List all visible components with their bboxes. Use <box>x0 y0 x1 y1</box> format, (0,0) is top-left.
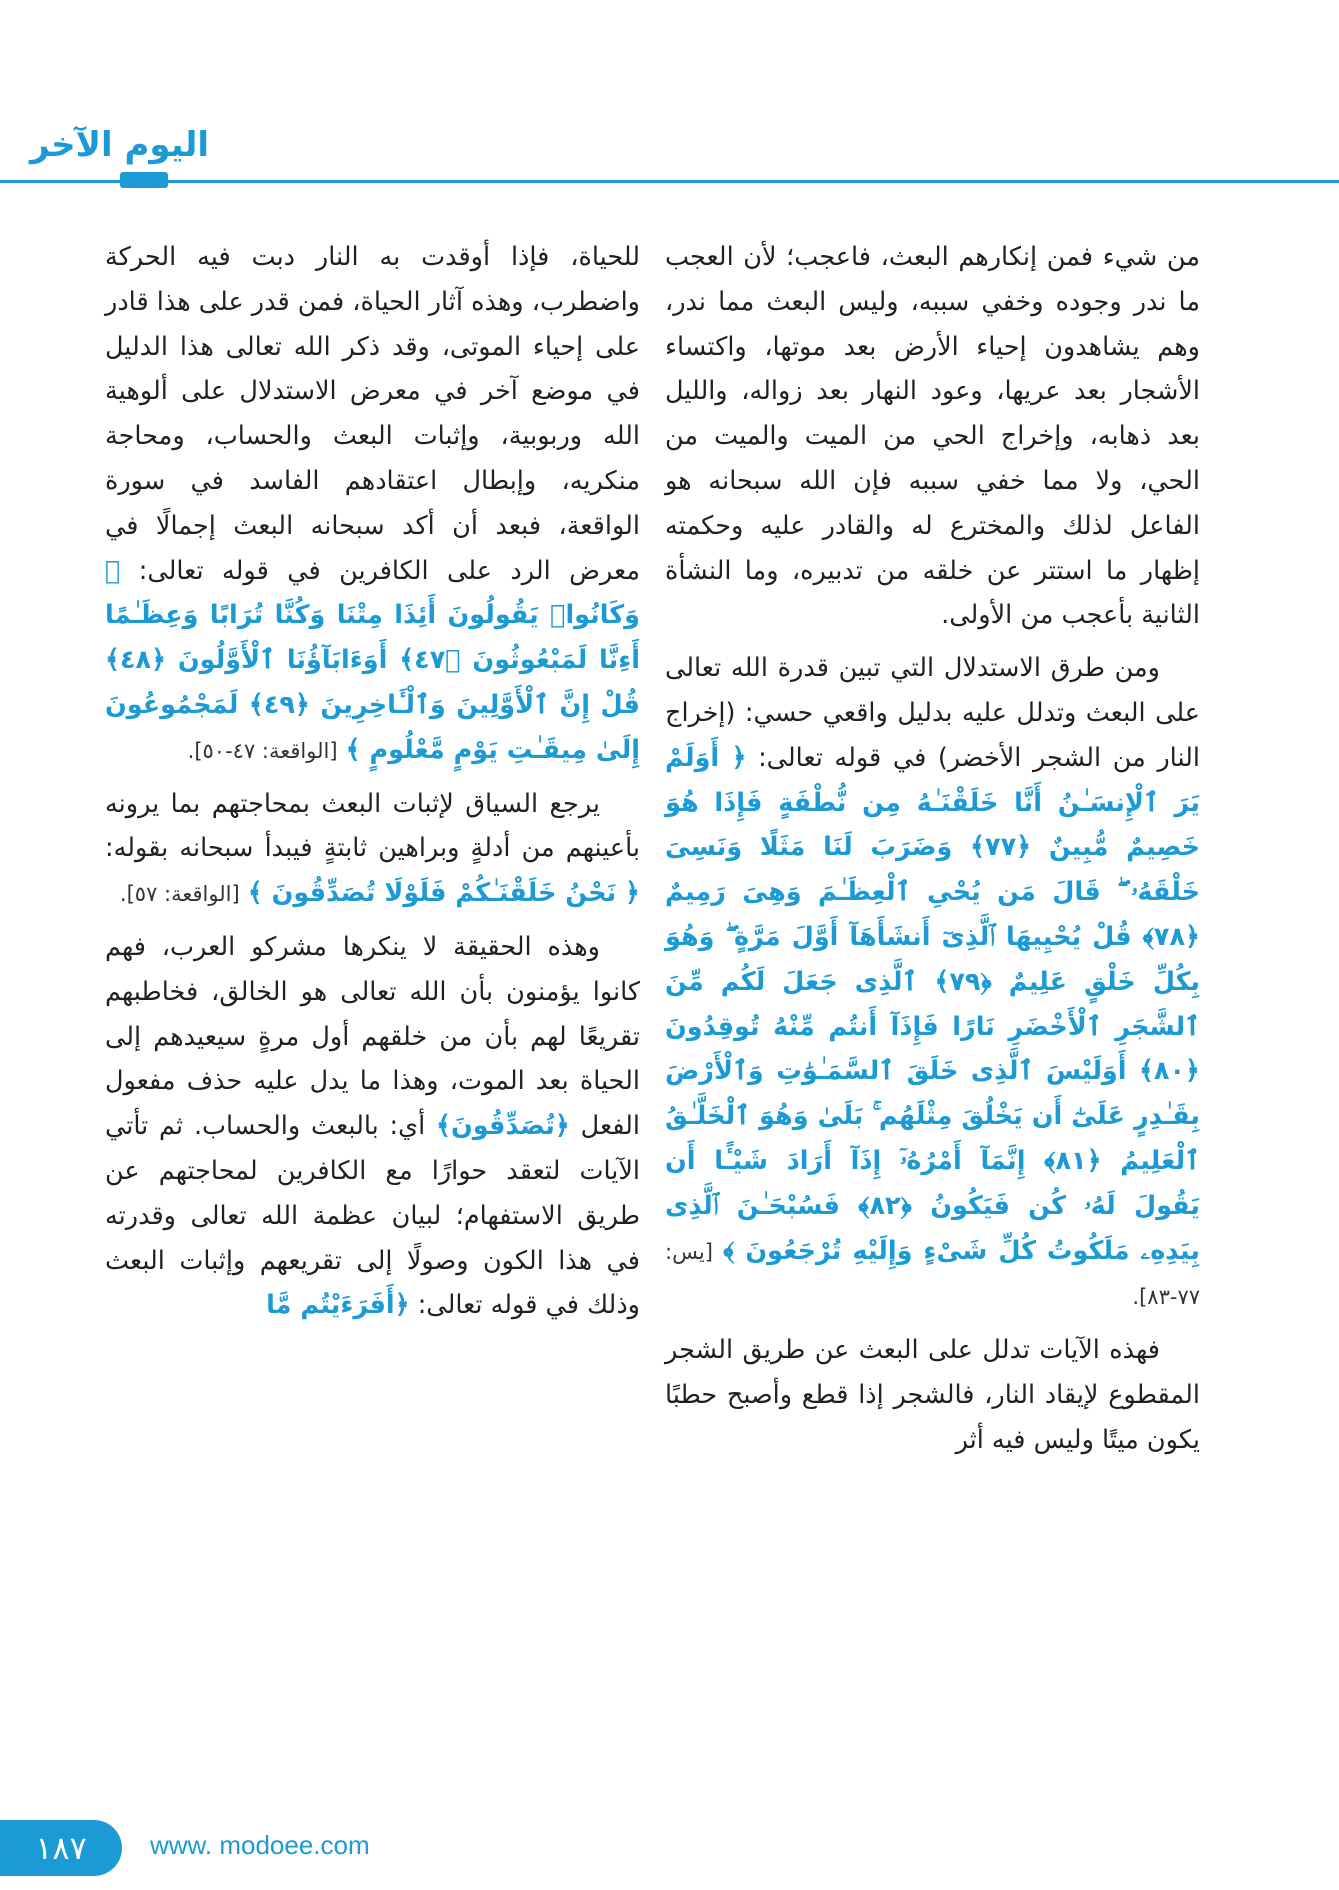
quran-verse-yasin: ﴿ أَوَلَمْ يَرَ ٱلْإِنسَـٰنُ أَنَّا خَلَقْنَـٰهُ مِن نُّطْفَةٍ فَإِذَا هُوَ خَصِيمٌ مُّبِينٌ ﴿٧٧﴾ وَضَرَبَ لَنَا مَثَلًا وَنَسِىَ خَلْقَهُۥ ۖ قَالَ مَن يُحْىِ ٱلْعِظَـٰمَ وَهِىَ رَمِيمٌ ﴿٧٨﴾ قُلْ يُحْيِيهَا ٱلَّذِىٓ أَنشَأَهَآ أَوَّلَ مَرَّةٍ ۖ وَهُوَ بِكُلِّ خَلْقٍ عَلِيمٌ ﴿٧٩﴾ ٱلَّذِى جَعَلَ لَكُم مِّنَ ٱلشَّجَرِ ٱلْأَخْضَرِ نَارًا فَإِذَآ أَنتُم مِّنْهُ تُوقِدُونَ ﴿٨٠﴾ أَوَلَيْسَ ٱلَّذِى خَلَقَ ٱلسَّمَـٰوَٰتِ وَٱلْأَرْضَ بِقَـٰدِرٍ عَلَىٰٓ أَن يَخْلُقَ مِثْلَهُم ۚ بَلَىٰ وَهُوَ ٱلْخَلَّـٰقُ ٱلْعَلِيمُ ﴿٨١﴾ إِنَّمَآ أَمْرُهُۥٓ إِذَآ أَرَادَ شَيْـًٔا أَن يَقُولَ لَهُۥ كُن فَيَكُونُ ﴿٨٢﴾ فَسُبْحَـٰنَ ٱلَّذِى بِيَدِهِۦ مَلَكُوتُ كُلِّ شَىْءٍ وَإِلَيْهِ تُرْجَعُونَ ﴾ <box>665 742 1201 1266</box>
left-paragraph-3 <box>105 925 640 1328</box>
quran-word-tusaddiqun: ﴿تُصَدِّقُونَ﴾ <box>436 1111 570 1142</box>
quran-verse-waqiah-57: ﴿ نَحْنُ خَلَقْنَـٰكُمْ فَلَوْلَا تُصَدِّقُونَ ﴾ <box>247 878 640 909</box>
quran-verse-waqiah-47: ﴿ وَكَانُوا۟ يَقُولُونَ أَئِذَا مِتْنَا وَكُنَّا تُرَابًا وَعِظَـٰمًا أَءِنَّا لَمَبْعُوثُونَ ﴿٤٧﴾ أَوَءَابَآؤُنَا ٱلْأَوَّلُونَ ﴿٤٨﴾ قُلْ إِنَّ ٱلْأَوَّلِينَ وَٱلْـَٔاخِرِينَ ﴿٤٩﴾ لَمَجْمُوعُونَ إِلَىٰ مِيقَـٰتِ يَوْمٍ مَّعْلُومٍ ﴾ <box>105 555 640 765</box>
header-divider <box>0 180 1339 183</box>
header-ornament <box>120 172 168 188</box>
verse-reference-yasin: [يس: ٧٧-٨٣]. <box>665 1239 1200 1310</box>
website-link[interactable]: www. modoee.com <box>150 1830 370 1860</box>
left-paragraph-2-text: يرجع السياق لإثبات البعث بمحاجتهم بما يرونه بأعينهم من أدلةٍ وبراهين ثابتةٍ فيبدأ سبحانه بقوله: <box>105 788 640 864</box>
left-paragraph-2 <box>105 782 640 917</box>
right-paragraph-1: من شيء فمن إنكارهم البعث، فاعجب؛ لأن العجب ما ندر وجوده وخفي سببه، وليس البعث مما ندر، وهم يشاهدون إحياء الأرض بعد موتها، واكتساء الأشجار بعد عريها، وعود النهار بعد زواله، والليل بعد ذهابه، وإخراج الحي من الميت والميت من الحي، ولا مما خفي سببه فإن الله سبحانه هو الفاعل لذلك والمخترع له والقادر عليه وحكمته إظهار ما استتر عن خلقه من تدبيره، وما النشأة الثانية بأعجب من الأولى. <box>665 242 1200 631</box>
left-paragraph-3-text: وهذه الحقيقة لا ينكرها مشركو العرب، فهم كانوا يؤمنون بأن الله تعالى هو الخالق، فخاطبهم تقريعًا لهم بأن من خلقهم أول مرةٍ سيعيدهم إلى الحياة بعد الموت، وهذا ما يدل عليه حذف مفعول الفعل <box>105 931 641 1142</box>
right-paragraph-2 <box>665 646 1200 1320</box>
left-column <box>105 235 640 1336</box>
right-paragraph-2-text: ومن طرق الاستدلال التي تبين قدرة الله تعالى على البعث وتدلل عليه بدليل واقعي حسي: (إخراج النار من الشجر الأخضر) في قوله تعالى: <box>665 653 1200 773</box>
verse-reference-waqiah-47: [الواقعة: ٤٧-٥٠]. <box>187 738 338 763</box>
page-title: اليوم الآخر <box>30 125 209 165</box>
left-paragraph-3-text-2: أي: بالبعث والحساب. ثم تأتي الآيات لتعقد حوارًا مع الكافرين لمحاجتهم عن طريق الاستفهام؛ لبيان عظمة الله تعالى وقدرته في هذا الكون وصولًا إلى تقريعهم وإثبات البعث وذلك في قوله تعالى: <box>105 1111 640 1321</box>
right-column <box>665 235 1200 1471</box>
quran-verse-afaraaytum: ﴿أَفَرَءَيْتُم مَّا <box>266 1290 410 1321</box>
right-paragraph-3: فهذه الآيات تدلل على البعث عن طريق الشجر المقطوع لإيقاد النار، فالشجر إذا قطع وأصبح حطبًا يكون ميتًا وليس فيه أثر <box>665 1335 1200 1455</box>
left-paragraph-1 <box>105 235 640 774</box>
verse-reference-waqiah-57: [الواقعة: ٥٧]. <box>119 882 240 907</box>
page-number-badge: ١٨٧ <box>0 1820 122 1876</box>
left-paragraph-1-text: للحياة، فإذا أوقدت به النار دبت فيه الحركة واضطرب، وهذه آثار الحياة، فمن قدر على هذا قادر على إحياء الموتى، وقد ذكر الله تعالى هذا الدليل في موضع آخر في معرض الاستدلال على ألوهية الله وربوبية، وإثبات البعث والحساب، ومحاجة منكريه، وإبطال اعتقادهم الفاسد في سورة الواقعة، فبعد أن أكد سبحانه البعث إجمالًا في معرض الرد على الكافرين في قوله تعالى: <box>105 242 640 586</box>
